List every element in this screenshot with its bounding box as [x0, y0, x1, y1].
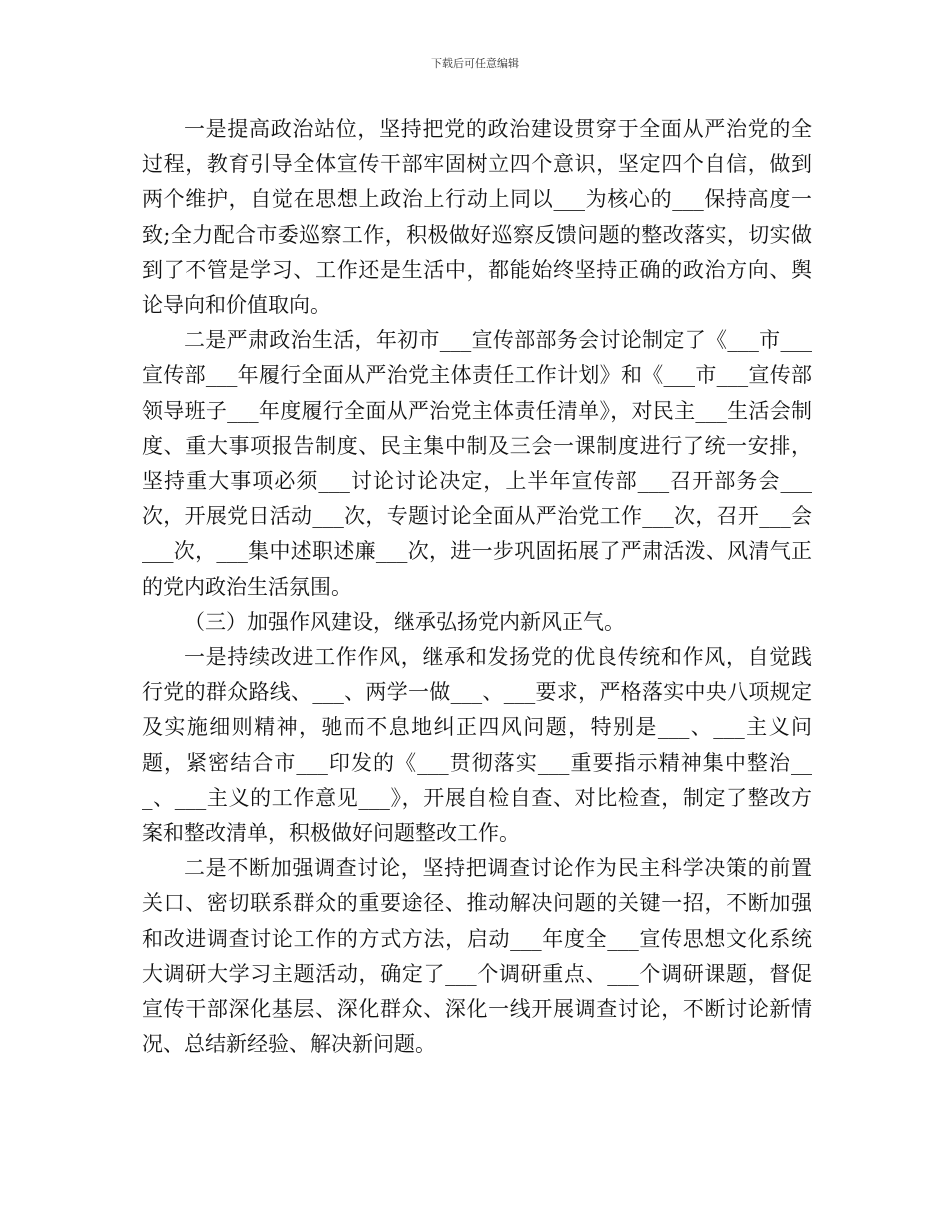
paragraph-research: 二是不断加强调查讨论，坚持把调查讨论作为民主科学决策的前置关口、密切联系群众的重要途径、推动解决问题的关键一招，不断加强和改进调查讨论工作的方式方法，启动___年度全___宣传思想文化系统大调研大学习主题活动，确定了___个调研重点、___个调研课题，督促宣传干部深化基层、深化群众、深化一线开展调查讨论，不断讨论新情况、总结新经验、解决新问题。	[142, 856, 812, 1057]
paragraph-work-style: 一是持续改进工作作风，继承和发扬党的优良传统和作风，自觉践行党的群众路线、___、两学一做___、___要求，严格落实中央八项规定及实施细则精神，驰而不息地纠正四风问题，特别是___、___主义问题，紧密结合市___印发的《___贯彻落实___重要指示精神集中整治___、___主义的工作意见___》，开展自检自查、对比检查，制定了整改方案和整改清单，积极做好问题整改工作。	[142, 645, 812, 846]
page-header: 下载后可任意编辑	[431, 57, 519, 70]
section-heading-style: （三）加强作风建设，继承弘扬党内新风正气。	[184, 609, 625, 634]
paragraph-political-life: 二是严肃政治生活，年初市___宣传部部务会讨论制定了《___市___宣传部___年履行全面从严治党主体责任工作计划》和《___市___宣传部领导班子___年度履行全面从严治党主体责任清单》，对民主___生活会制度、重大事项报告制度、民主集中制及三会一课制度进行了统一安排，坚持重大事项必须___讨论讨论决定，上半年宣传部___召开部务会___次，开展党日活动___次，专题讨论全面从严治党工作___次，召开___会___次，___集中述职述廉___次，进一步巩固拓展了严肃活泼、风清气正的党内政治生活氛围。	[142, 328, 812, 599]
document-body	[142, 112, 812, 1062]
paragraph-political-stance: 一是提高政治站位，坚持把党的政治建设贯穿于全面从严治党的全过程，教育引导全体宣传干部牢固树立四个意识，坚定四个自信，做到两个维护，自觉在思想上政治上行动上同以___为核心的___保持高度一致;全力配合市委巡察工作，积极做好巡察反馈问题的整改落实，切实做到了不管是学习、工作还是生活中，都能始终坚持正确的政治方向、舆论导向和价值取向。	[142, 117, 812, 318]
